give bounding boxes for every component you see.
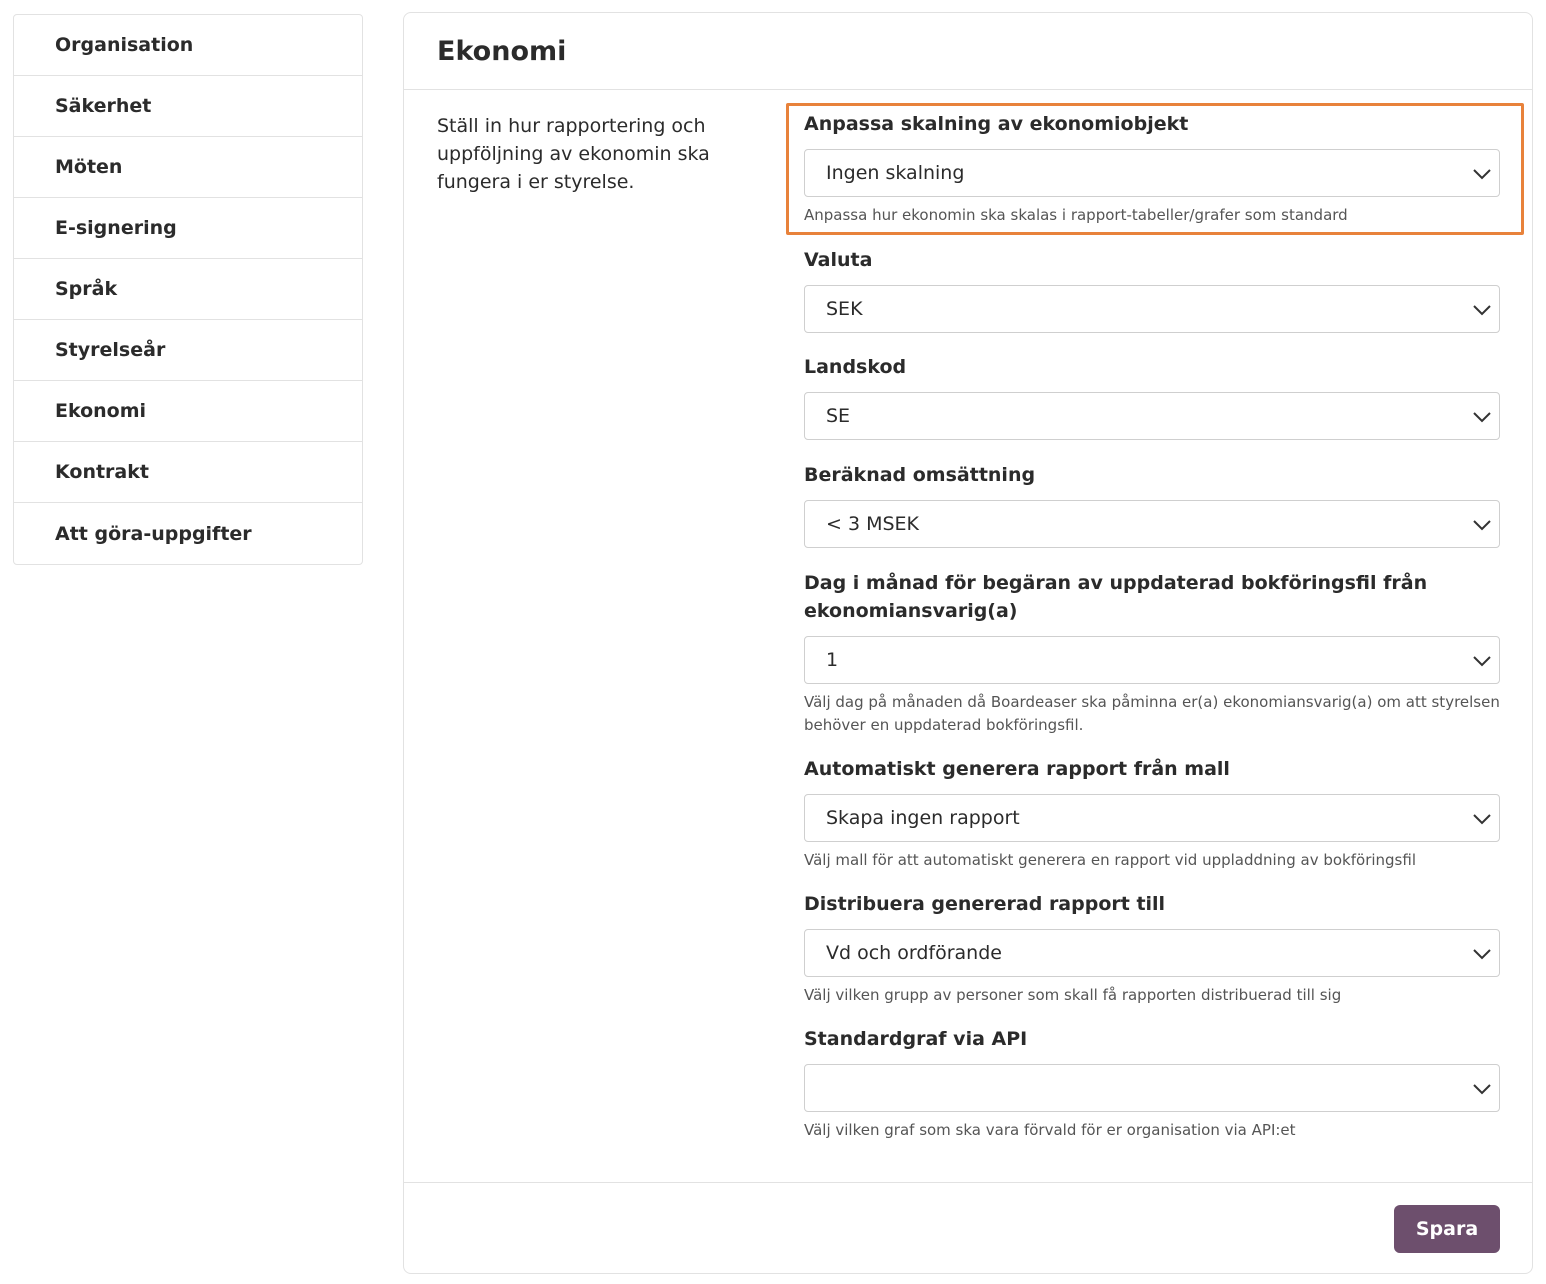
chevron-down-icon — [1471, 515, 1493, 535]
sidebar-item-organisation[interactable]: Organisation — [14, 15, 362, 76]
revenue-select[interactable] — [804, 500, 1500, 548]
distribute-label: Distribuera genererad rapport till — [804, 893, 1166, 915]
field-country-code — [804, 353, 1500, 440]
field-distribute — [804, 890, 1500, 1007]
chevron-down-icon — [1471, 300, 1493, 320]
sidebar-item-moten[interactable]: Möten — [14, 137, 362, 198]
auto-report-value: Skapa ingen rapport — [826, 807, 1020, 829]
auto-report-label: Automatiskt generera rapport från mall — [804, 758, 1230, 780]
day-of-month-label: Dag i månad för begäran av uppdaterad bokföringsfil från ekonomiansvarig(a) — [804, 572, 1428, 622]
auto-report-select[interactable] — [804, 794, 1500, 842]
chevron-down-icon — [1471, 944, 1493, 964]
distribute-help: Välj vilken grupp av personer som skall få rapporten distribuerad till sig — [804, 986, 1342, 1004]
section-description: Ställ in hur rapportering och uppföljning av ekonomin ska fungera i er styrelse. — [437, 115, 710, 193]
auto-report-help: Välj mall för att automatiskt generera en rapport vid uppladdning av bokföringsfil — [804, 851, 1416, 869]
field-currency — [804, 246, 1500, 333]
field-auto-report — [804, 755, 1500, 872]
day-of-month-help: Välj dag på månaden då Boardeaser ska påminna er(a) ekonomiansvarig(a) om att styrelsen behöver en uppdaterad bokföringsfil. — [804, 693, 1500, 734]
scaling-help: Anpassa hur ekonomin ska skalas i rapport-tabeller/grafer som standard — [804, 206, 1348, 224]
sidebar-item-ekonomi[interactable]: Ekonomi — [14, 381, 362, 442]
revenue-value: < 3 MSEK — [826, 513, 920, 535]
currency-select[interactable] — [804, 285, 1500, 333]
page-title: Ekonomi — [437, 35, 567, 67]
card-footer — [404, 1182, 1532, 1274]
scaling-label: Anpassa skalning av ekonomiobjekt — [804, 113, 1189, 135]
currency-label: Valuta — [804, 249, 873, 271]
default-graph-label: Standardgraf via API — [804, 1028, 1028, 1050]
day-of-month-value: 1 — [826, 649, 839, 671]
default-graph-select[interactable] — [804, 1064, 1500, 1112]
field-scaling — [804, 110, 1500, 227]
field-default-graph — [804, 1025, 1500, 1142]
sidebar-item-att-gora-uppgifter[interactable]: Att göra-uppgifter — [55, 522, 252, 545]
sidebar-item-sakerhet[interactable]: Säkerhet — [14, 76, 362, 137]
sidebar-item-styrelsear[interactable]: Styrelseår — [14, 320, 362, 381]
sidebar-item-sprak[interactable]: Språk — [14, 259, 362, 320]
scaling-select[interactable] — [804, 149, 1500, 197]
country-code-select[interactable] — [804, 392, 1500, 440]
scaling-value: Ingen skalning — [826, 162, 965, 184]
default-graph-help: Välj vilken graf som ska vara förvald för er organisation via API:et — [804, 1121, 1296, 1139]
chevron-down-icon — [1471, 809, 1493, 829]
chevron-down-icon — [1471, 407, 1493, 427]
chevron-down-icon — [1471, 164, 1493, 184]
country-code-value: SE — [826, 405, 851, 427]
distribute-select[interactable] — [804, 929, 1500, 977]
card-header — [404, 13, 1532, 90]
revenue-label: Beräknad omsättning — [804, 464, 1036, 486]
sidebar-item-e-signering[interactable]: E-signering — [14, 198, 362, 259]
distribute-value: Vd och ordförande — [826, 942, 1002, 964]
field-day-of-month — [804, 569, 1500, 737]
ekonomi-settings-card — [403, 12, 1533, 1274]
day-of-month-select[interactable] — [804, 636, 1500, 684]
country-code-label: Landskod — [804, 356, 907, 378]
chevron-down-icon — [1471, 651, 1493, 671]
settings-sidebar — [13, 14, 363, 565]
sidebar-item-kontrakt[interactable]: Kontrakt — [14, 442, 362, 503]
save-button[interactable]: Spara — [1394, 1205, 1500, 1253]
field-revenue — [804, 461, 1500, 548]
currency-value: SEK — [826, 298, 863, 320]
chevron-down-icon — [1471, 1079, 1493, 1099]
